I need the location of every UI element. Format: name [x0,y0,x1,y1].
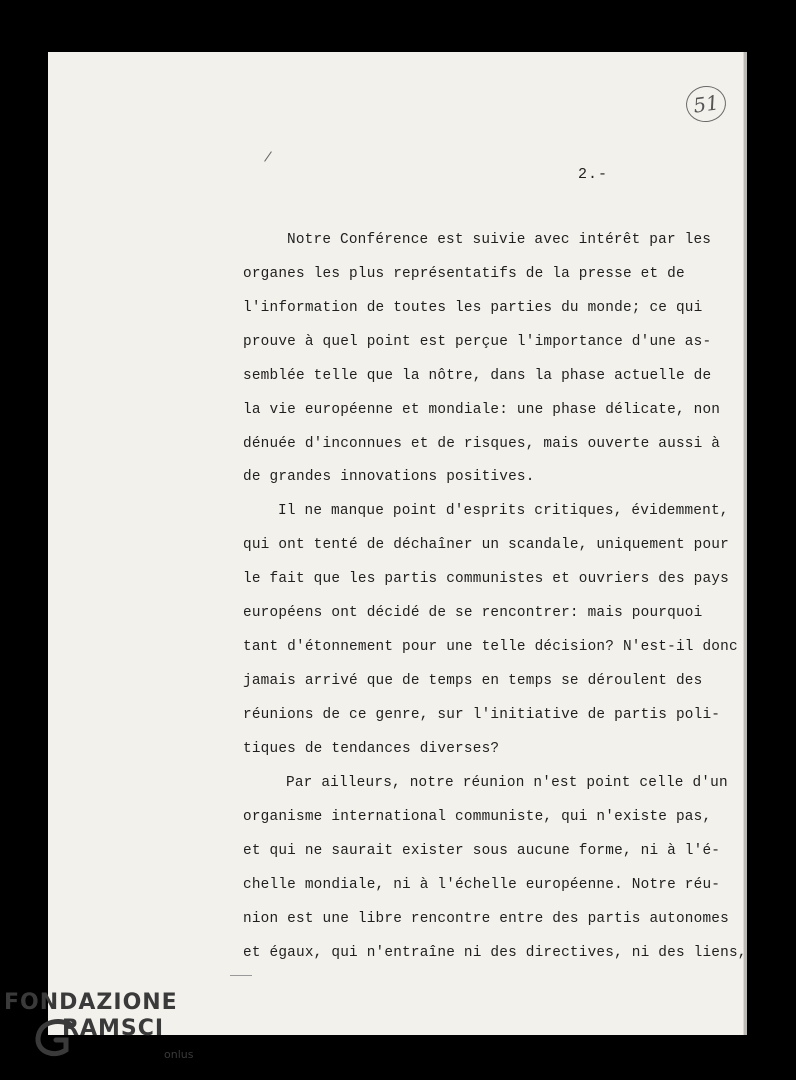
text-line: de grandes innovations positives. [243,469,535,485]
text-line: et égaux, qui n'entraîne ni des directives, ni des liens, [243,945,747,961]
text-line: la vie européenne et mondiale: une phase délicate, non [243,402,721,418]
text-line: qui ont tenté de déchaîner un scandale, uniquement pour [243,537,729,553]
text-line: nion est une libre rencontre entre des partis autonomes [243,911,729,927]
fondazione-gramsci-watermark [2,990,202,1070]
text-line: tant d'étonnement pour une telle décision? N'est-il donc [243,639,738,655]
text-line: dénuée d'inconnues et de risques, mais ouverte aussi à [243,436,721,452]
watermark-suffix: onlus [164,1048,194,1061]
text-line: Il ne manque point d'esprits critiques, évidemment, [278,503,729,519]
text-line: Notre Conférence est suivie avec intérêt par les [287,232,712,248]
text-line: prouve à quel point est perçue l'importance d'une as- [243,334,712,350]
watermark-line-1: FONDAZIONE [4,990,178,1015]
text-line: européens ont décidé de se rencontrer: mais pourquoi [243,605,703,621]
text-line: l'information de toutes les parties du monde; ce qui [243,300,703,316]
text-line: organes les plus représentatifs de la presse et de [243,266,685,282]
text-line: le fait que les partis communistes et ouvriers des pays [243,571,729,587]
text-line: chelle mondiale, ni à l'échelle européenne. Notre réu- [243,877,721,893]
text-line: jamais arrivé que de temps en temps se déroulent des [243,673,703,689]
text-line: tiques de tendances diverses? [243,741,500,757]
text-line: Par ailleurs, notre réunion n'est point celle d'un [286,775,728,791]
footer-dash [230,975,252,976]
page-edge [744,52,747,1035]
text-line: réunions de ce genre, sur l'initiative de partis poli- [243,707,721,723]
text-line: organisme international communiste, qui n'existe pas, [243,809,712,825]
archive-number-stamp: 51 [684,83,729,124]
page-number: 2.- [578,166,609,183]
watermark-line-2: RAMSCI [62,1016,165,1041]
text-line: semblée telle que la nôtre, dans la phase actuelle de [243,368,712,384]
text-line: et qui ne saurait exister sous aucune forme, ni à l'é- [243,843,721,859]
